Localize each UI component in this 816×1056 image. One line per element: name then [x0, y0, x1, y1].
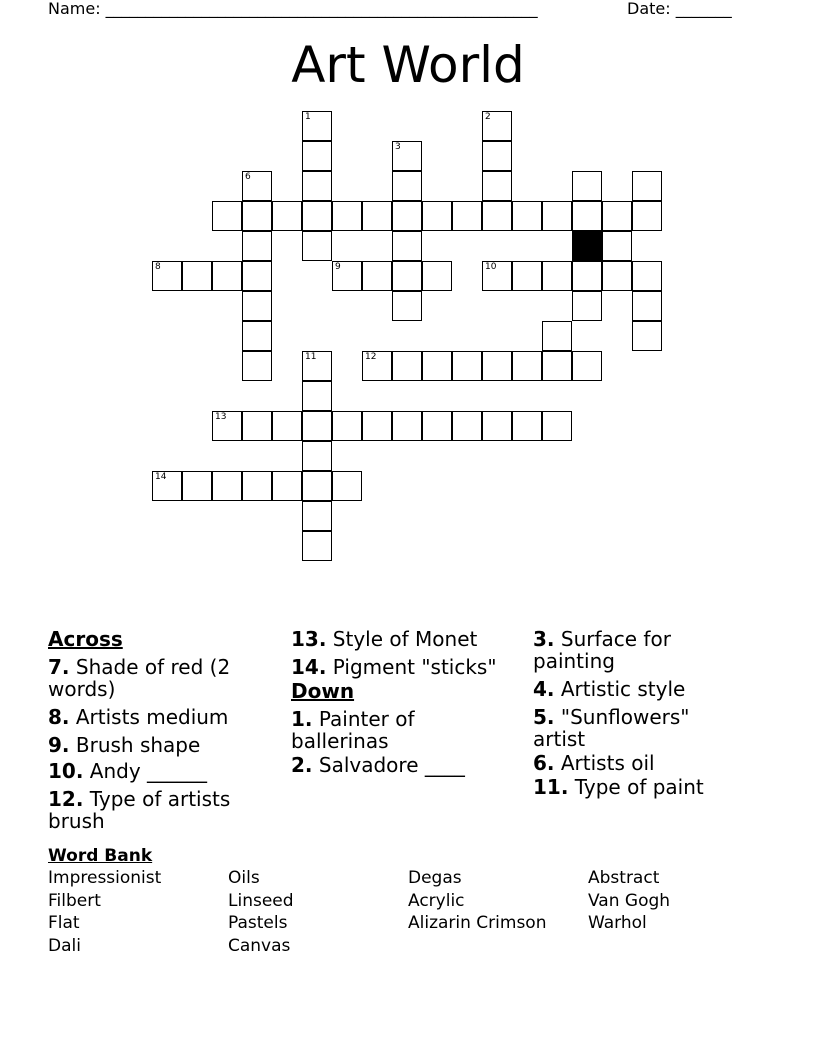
crossword-cell[interactable]: [302, 201, 332, 231]
clue-number: 5.: [533, 705, 555, 729]
clue-across-8: [48, 706, 278, 728]
crossword-cell[interactable]: [242, 351, 272, 381]
crossword-cell[interactable]: [422, 351, 452, 381]
crossword-cell[interactable]: [452, 351, 482, 381]
crossword-cell[interactable]: [302, 171, 332, 201]
clue-down-5: [533, 706, 743, 750]
crossword-cell[interactable]: [482, 411, 512, 441]
crossword-cell[interactable]: [482, 261, 512, 291]
across-heading: Across: [48, 627, 123, 651]
clue-number: 4.: [533, 677, 555, 701]
clue-down-1: [291, 708, 516, 752]
cell-number: 2: [485, 112, 491, 122]
crossword-cell[interactable]: [362, 411, 392, 441]
clue-text: Artists medium: [75, 705, 229, 729]
crossword-cell[interactable]: [482, 351, 512, 381]
cell-number: 9: [335, 262, 341, 272]
cell-number: 13: [215, 412, 227, 422]
crossword-cell[interactable]: [212, 201, 242, 231]
word-bank-item: Oils: [228, 868, 260, 888]
word-bank-item: Warhol: [588, 913, 647, 933]
clue-down-11: [533, 776, 743, 798]
crossword-cell[interactable]: [422, 261, 452, 291]
word-bank-column-4: [588, 867, 670, 935]
crossword-cell[interactable]: [542, 261, 572, 291]
clue-down-4: [533, 678, 743, 700]
clue-number: 13.: [291, 627, 327, 651]
crossword-cell[interactable]: [572, 291, 602, 321]
crossword-cell[interactable]: [602, 261, 632, 291]
cell-number: 6: [245, 172, 251, 182]
crossword-cell[interactable]: [392, 291, 422, 321]
clue-number: 9.: [48, 733, 70, 757]
clue-number: 6.: [533, 751, 555, 775]
crossword-cell[interactable]: [632, 261, 662, 291]
crossword-cell[interactable]: [332, 411, 362, 441]
clue-down-2: [291, 754, 516, 776]
clues-column-1: [48, 628, 278, 838]
clue-number: 7.: [48, 655, 70, 679]
name-field[interactable]: Name: ______________________________________________________: [48, 0, 538, 18]
cell-number: 14: [155, 472, 167, 482]
crossword-cell[interactable]: [152, 261, 182, 291]
crossword-cell[interactable]: [302, 141, 332, 171]
cell-number: 3: [395, 142, 401, 152]
crossword-cell[interactable]: [392, 201, 422, 231]
crossword-cell[interactable]: [392, 141, 422, 171]
crossword-cell[interactable]: [542, 201, 572, 231]
clue-number: 3.: [533, 627, 555, 651]
clue-text: Artistic style: [560, 677, 686, 701]
crossword-cell[interactable]: [182, 261, 212, 291]
crossword-cell[interactable]: [242, 291, 272, 321]
clue-across-7: [48, 656, 278, 700]
crossword-cell[interactable]: [272, 411, 302, 441]
crossword-cell[interactable]: [572, 201, 602, 231]
clue-text: Andy ______: [89, 759, 208, 783]
word-bank-column-3: [408, 867, 546, 935]
clue-across-9: [48, 734, 278, 756]
crossword-cell[interactable]: [512, 261, 542, 291]
crossword-cell[interactable]: [482, 141, 512, 171]
clue-number: 10.: [48, 759, 84, 783]
clue-number: 12.: [48, 787, 84, 811]
crossword-cell[interactable]: [512, 201, 542, 231]
cell-number: 12: [365, 352, 377, 362]
crossword-cell[interactable]: [152, 471, 182, 501]
word-bank-item: Alizarin Crimson: [408, 913, 547, 933]
clue-across-10: [48, 760, 278, 782]
word-bank-item: Abstract: [588, 868, 660, 888]
down-heading: Down: [291, 679, 355, 703]
crossword-cell[interactable]: [392, 411, 422, 441]
word-bank-item: Degas: [408, 868, 462, 888]
clue-text: Surface for painting: [533, 627, 671, 673]
crossword-cell[interactable]: [632, 291, 662, 321]
word-bank-item: Impressionist: [48, 868, 162, 888]
crossword-cell[interactable]: [392, 231, 422, 261]
crossword-cell[interactable]: [482, 201, 512, 231]
word-bank-column-1: [48, 867, 161, 957]
crossword-cell[interactable]: [512, 351, 542, 381]
crossword-cell[interactable]: [362, 201, 392, 231]
crossword-cell[interactable]: [302, 231, 332, 261]
clue-number: 8.: [48, 705, 70, 729]
crossword-cell[interactable]: [602, 201, 632, 231]
clue-down-6: [533, 752, 743, 774]
clue-text: Shade of red (2 words): [48, 655, 231, 701]
crossword-cell[interactable]: [542, 411, 572, 441]
word-bank-item: Pastels: [228, 913, 288, 933]
crossword-black-cell: [572, 231, 602, 261]
crossword-cell[interactable]: [272, 471, 302, 501]
clue-text: Pigment "sticks": [332, 655, 497, 679]
crossword-cell[interactable]: [452, 411, 482, 441]
crossword-cell[interactable]: [242, 231, 272, 261]
clue-across-13: [291, 628, 516, 650]
clue-number: 2.: [291, 753, 313, 777]
crossword-cell[interactable]: [542, 321, 572, 351]
crossword-cell[interactable]: [242, 261, 272, 291]
crossword-cell[interactable]: [212, 261, 242, 291]
crossword-cell[interactable]: [272, 201, 302, 231]
crossword-cell[interactable]: [572, 351, 602, 381]
clue-text: Painter of ballerinas: [291, 707, 415, 753]
cell-number: 10: [485, 262, 497, 272]
crossword-cell[interactable]: [392, 171, 422, 201]
clue-down-3: [533, 628, 743, 672]
crossword-cell[interactable]: [302, 411, 332, 441]
crossword-cell[interactable]: [482, 171, 512, 201]
word-bank-item: Flat: [48, 913, 80, 933]
word-bank-heading: Word Bank: [48, 846, 153, 866]
crossword-cell[interactable]: [392, 351, 422, 381]
crossword-cell[interactable]: [302, 531, 332, 561]
clues-column-2: [291, 628, 516, 782]
crossword-cell[interactable]: [392, 261, 422, 291]
crossword-cell[interactable]: [632, 171, 662, 201]
clue-text: Salvadore ____: [318, 753, 465, 777]
clue-number: 11.: [533, 775, 569, 799]
clues-column-3: [533, 628, 743, 804]
crossword-cell[interactable]: [632, 201, 662, 231]
crossword-cell[interactable]: [302, 471, 332, 501]
crossword-cell[interactable]: [332, 261, 362, 291]
clue-text: Artists oil: [560, 751, 655, 775]
crossword-cell[interactable]: [302, 441, 332, 471]
crossword-cell[interactable]: [302, 111, 332, 141]
crossword-cell[interactable]: [422, 411, 452, 441]
clue-number: 1.: [291, 707, 313, 731]
crossword-cell[interactable]: [302, 381, 332, 411]
crossword-cell[interactable]: [302, 501, 332, 531]
word-bank-item: Acrylic: [408, 890, 465, 911]
crossword-cell[interactable]: [242, 321, 272, 351]
crossword-cell[interactable]: [302, 351, 332, 381]
clue-number: 14.: [291, 655, 327, 679]
crossword-cell[interactable]: [242, 201, 272, 231]
crossword-cell[interactable]: [332, 201, 362, 231]
crossword-cell[interactable]: [482, 111, 512, 141]
clue-text: Type of artists brush: [48, 787, 231, 833]
crossword-cell[interactable]: [332, 471, 362, 501]
crossword-cell[interactable]: [572, 261, 602, 291]
clue-text: Type of paint: [574, 775, 704, 799]
clue-across-12: [48, 788, 278, 832]
crossword-cell[interactable]: [422, 201, 452, 231]
word-bank-item: Filbert: [48, 890, 101, 911]
crossword-cell[interactable]: [362, 351, 392, 381]
clue-text: Style of Monet: [332, 627, 478, 651]
word-bank-item: Canvas: [228, 935, 291, 956]
clue-text: Brush shape: [75, 733, 201, 757]
crossword-cell[interactable]: [212, 471, 242, 501]
crossword-cell[interactable]: [512, 411, 542, 441]
crossword-cell[interactable]: [182, 471, 212, 501]
crossword-cell[interactable]: [452, 201, 482, 231]
page-title: Art World: [291, 36, 525, 94]
word-bank-column-2: [228, 867, 294, 957]
crossword-cell[interactable]: [632, 321, 662, 351]
crossword-cell[interactable]: [542, 351, 572, 381]
word-bank-item: Van Gogh: [588, 890, 671, 911]
cell-number: 8: [155, 262, 161, 272]
word-bank-item: Linseed: [228, 890, 294, 911]
crossword-cell[interactable]: [242, 471, 272, 501]
crossword-cell[interactable]: [242, 411, 272, 441]
crossword-cell[interactable]: [572, 171, 602, 201]
cell-number: 1: [305, 112, 311, 122]
crossword-cell[interactable]: [212, 411, 242, 441]
crossword-cell[interactable]: [242, 171, 272, 201]
date-field[interactable]: Date: _______: [627, 0, 732, 18]
clue-across-14: [291, 656, 516, 678]
crossword-cell[interactable]: [362, 261, 392, 291]
crossword-cell[interactable]: [602, 231, 632, 261]
cell-number: 11: [305, 352, 317, 362]
clue-text: "Sunflowers" artist: [533, 705, 690, 751]
word-bank-item: Dali: [48, 935, 81, 956]
